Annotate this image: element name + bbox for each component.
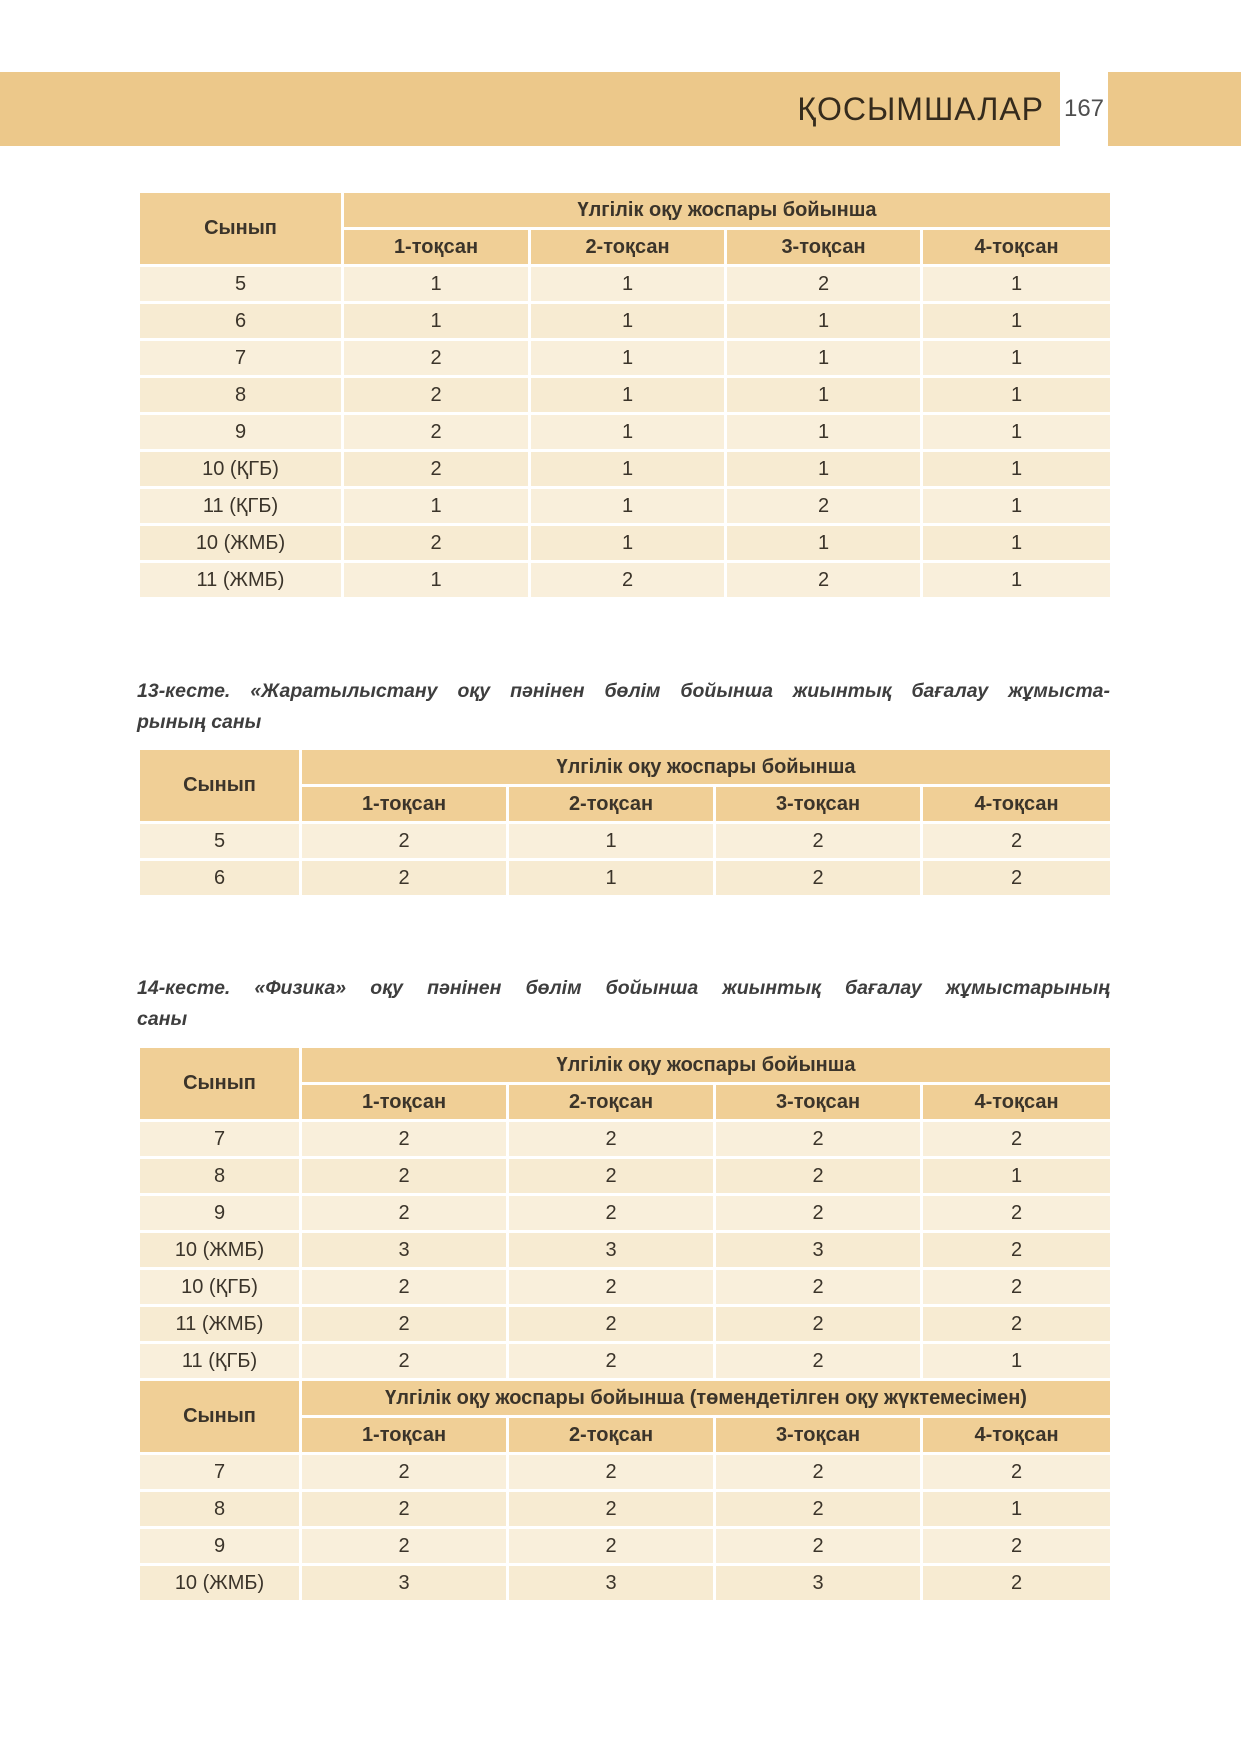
table-cell: 2 — [715, 1121, 922, 1158]
table-cell: 2 — [508, 1528, 715, 1565]
table-cell: 2 — [343, 377, 530, 414]
table-cell: 2 — [343, 525, 530, 562]
table-cell: 1 — [726, 414, 922, 451]
table-cell: 1 — [922, 562, 1112, 599]
table-cell: 2 — [508, 1269, 715, 1306]
table-cell: 2 — [343, 451, 530, 488]
table-cell: 3 — [715, 1232, 922, 1269]
table-cell: 2 — [715, 860, 922, 897]
table-cell: 2 — [715, 1454, 922, 1491]
table-row — [139, 823, 1112, 860]
row-label: 10 (ЖМБ) — [139, 525, 343, 562]
table-row — [139, 1121, 1112, 1158]
table-cell: 1 — [922, 451, 1112, 488]
table-cell: 2 — [715, 823, 922, 860]
plan-group-header: Үлгілік оқу жоспары бойынша — [301, 1047, 1112, 1084]
quarter-column-header: 1-тоқсан — [301, 1084, 508, 1121]
class-column-header: Сынып — [139, 749, 301, 823]
table-cell: 3 — [508, 1565, 715, 1602]
table-cell: 1 — [530, 451, 726, 488]
row-label: 8 — [139, 1491, 301, 1528]
row-label: 11 (ҚГБ) — [139, 1343, 301, 1380]
page-number-box — [1060, 72, 1108, 146]
row-label: 7 — [139, 1121, 301, 1158]
table-cell: 1 — [922, 414, 1112, 451]
table-cell: 2 — [301, 823, 508, 860]
table-cell: 1 — [922, 340, 1112, 377]
caption-line-2: саны — [137, 1008, 188, 1030]
table-cell: 1 — [726, 303, 922, 340]
table-row — [139, 1269, 1112, 1306]
row-label: 10 (ЖМБ) — [139, 1232, 301, 1269]
table-cell: 3 — [508, 1232, 715, 1269]
table-cell: 3 — [301, 1565, 508, 1602]
table-cell: 2 — [508, 1195, 715, 1232]
row-label: 11 (ҚГБ) — [139, 488, 343, 525]
table-row — [139, 451, 1112, 488]
table-13-caption — [137, 676, 1110, 738]
table-cell: 1 — [508, 860, 715, 897]
header-band-right — [1108, 72, 1241, 146]
table-cell: 1 — [726, 525, 922, 562]
table-cell: 2 — [530, 562, 726, 599]
chapter-title: ҚОСЫМШАЛАР — [797, 90, 1044, 127]
table-cell: 2 — [922, 1269, 1112, 1306]
plan-group-header: Үлгілік оқу жоспары бойынша (төмендетілген оқу жүктемесімен) — [301, 1380, 1112, 1417]
table-row — [139, 303, 1112, 340]
table-header-row — [139, 1047, 1112, 1084]
row-label: 5 — [139, 266, 343, 303]
assessment-table-14 — [137, 1045, 1113, 1603]
table-row — [139, 266, 1112, 303]
table-row — [139, 860, 1112, 897]
row-label: 5 — [139, 823, 301, 860]
table-cell: 2 — [301, 1195, 508, 1232]
table-row — [139, 1343, 1112, 1380]
table-cell: 2 — [508, 1343, 715, 1380]
table-row — [139, 562, 1112, 599]
table-cell: 2 — [715, 1343, 922, 1380]
table-row — [139, 1528, 1112, 1565]
table-cell: 1 — [922, 266, 1112, 303]
table-cell: 1 — [343, 562, 530, 599]
class-column-header: Сынып — [139, 1380, 301, 1454]
class-column-header: Сынып — [139, 192, 343, 266]
table-cell: 1 — [922, 303, 1112, 340]
table-row — [139, 1232, 1112, 1269]
caption-line-1: 13-кесте. «Жаратылыстану оқу пәнінен бөлім бойынша жиынтық бағалау жұмыста- — [137, 680, 1110, 702]
quarter-column-header: 4-тоқсан — [922, 229, 1112, 266]
plan-group-header: Үлгілік оқу жоспары бойынша — [301, 749, 1112, 786]
assessment-table-13 — [137, 747, 1113, 898]
table-cell: 2 — [715, 1269, 922, 1306]
row-label: 8 — [139, 377, 343, 414]
table-cell: 2 — [343, 414, 530, 451]
quarter-column-header: 3-тоқсан — [715, 1417, 922, 1454]
row-label: 6 — [139, 303, 343, 340]
row-label: 8 — [139, 1158, 301, 1195]
table-header-row — [139, 749, 1112, 786]
table-cell: 2 — [922, 1306, 1112, 1343]
table-cell: 1 — [530, 303, 726, 340]
table-row — [139, 377, 1112, 414]
table-cell: 1 — [343, 488, 530, 525]
caption-line-1: 14-кесте. «Физика» оқу пәнінен бөлім бойынша жиынтық бағалау жұмыстарының — [137, 977, 1110, 999]
table-cell: 2 — [301, 1491, 508, 1528]
table-row — [139, 1306, 1112, 1343]
table-cell: 1 — [726, 377, 922, 414]
table-row — [139, 1565, 1112, 1602]
table-cell: 1 — [922, 1158, 1112, 1195]
table-cell: 2 — [726, 488, 922, 525]
table-cell: 2 — [508, 1306, 715, 1343]
quarter-column-header: 2-тоқсан — [508, 1417, 715, 1454]
table-cell: 2 — [301, 1158, 508, 1195]
table-cell: 1 — [530, 414, 726, 451]
quarter-column-header: 3-тоқсан — [726, 229, 922, 266]
table-cell: 3 — [301, 1232, 508, 1269]
table-cell: 2 — [922, 1565, 1112, 1602]
table-cell: 2 — [726, 562, 922, 599]
row-label: 11 (ЖМБ) — [139, 562, 343, 599]
row-label: 9 — [139, 1528, 301, 1565]
quarter-column-header: 3-тоқсан — [715, 786, 922, 823]
table-cell: 2 — [715, 1158, 922, 1195]
table-14-caption — [137, 973, 1110, 1035]
table-cell: 1 — [343, 303, 530, 340]
quarter-column-header: 1-тоқсан — [301, 786, 508, 823]
table-cell: 2 — [726, 266, 922, 303]
table-cell: 1 — [530, 377, 726, 414]
table-cell: 1 — [922, 377, 1112, 414]
table-cell: 2 — [922, 1528, 1112, 1565]
table-cell: 2 — [922, 1121, 1112, 1158]
table-row — [139, 488, 1112, 525]
table-cell: 2 — [508, 1454, 715, 1491]
page-header-band — [0, 72, 1241, 146]
table-cell: 2 — [343, 340, 530, 377]
plan-group-header: Үлгілік оқу жоспары бойынша — [343, 192, 1112, 229]
assessment-table-top — [137, 190, 1113, 600]
table-row — [139, 1195, 1112, 1232]
page-number: 167 — [1063, 95, 1105, 122]
table-header-row — [139, 1380, 1112, 1417]
row-label: 7 — [139, 340, 343, 377]
table-row — [139, 1158, 1112, 1195]
table-cell: 1 — [922, 525, 1112, 562]
table-cell: 1 — [530, 340, 726, 377]
class-column-header: Сынып — [139, 1047, 301, 1121]
quarter-column-header: 1-тоқсан — [343, 229, 530, 266]
quarter-column-header: 1-тоқсан — [301, 1417, 508, 1454]
table-header-row — [139, 192, 1112, 229]
row-label: 9 — [139, 414, 343, 451]
quarter-column-header: 3-тоқсан — [715, 1084, 922, 1121]
row-label: 10 (ҚГБ) — [139, 451, 343, 488]
row-label: 11 (ЖМБ) — [139, 1306, 301, 1343]
header-band-left — [0, 72, 1060, 146]
table-cell: 2 — [301, 1269, 508, 1306]
table-cell: 2 — [715, 1528, 922, 1565]
table-row — [139, 414, 1112, 451]
table-row — [139, 340, 1112, 377]
table-row — [139, 1491, 1112, 1528]
table-cell: 2 — [301, 1528, 508, 1565]
row-label: 6 — [139, 860, 301, 897]
table-cell: 2 — [508, 1121, 715, 1158]
table-cell: 2 — [715, 1491, 922, 1528]
table-cell: 1 — [530, 525, 726, 562]
table-cell: 2 — [922, 1454, 1112, 1491]
quarter-column-header: 4-тоқсан — [922, 786, 1112, 823]
row-label: 10 (ЖМБ) — [139, 1565, 301, 1602]
table-cell: 2 — [715, 1306, 922, 1343]
table-cell: 2 — [922, 823, 1112, 860]
table-cell: 1 — [508, 823, 715, 860]
table-cell: 1 — [726, 451, 922, 488]
table-cell: 2 — [922, 1195, 1112, 1232]
table-cell: 1 — [726, 340, 922, 377]
table-cell: 2 — [508, 1491, 715, 1528]
quarter-column-header: 4-тоқсан — [922, 1084, 1112, 1121]
table-cell: 2 — [922, 860, 1112, 897]
row-label: 7 — [139, 1454, 301, 1491]
table-cell: 3 — [715, 1565, 922, 1602]
table-cell: 1 — [530, 488, 726, 525]
table-cell: 1 — [530, 266, 726, 303]
table-cell: 2 — [508, 1158, 715, 1195]
quarter-column-header: 2-тоқсан — [508, 786, 715, 823]
table-cell: 1 — [343, 266, 530, 303]
quarter-column-header: 2-тоқсан — [508, 1084, 715, 1121]
table-cell: 2 — [301, 1343, 508, 1380]
table-cell: 2 — [301, 860, 508, 897]
table-cell: 2 — [301, 1454, 508, 1491]
row-label: 9 — [139, 1195, 301, 1232]
table-cell: 2 — [922, 1232, 1112, 1269]
table-cell: 1 — [922, 1343, 1112, 1380]
table-cell: 2 — [301, 1306, 508, 1343]
quarter-column-header: 4-тоқсан — [922, 1417, 1112, 1454]
table-cell: 1 — [922, 488, 1112, 525]
quarter-column-header: 2-тоқсан — [530, 229, 726, 266]
table-row — [139, 525, 1112, 562]
table-row — [139, 1454, 1112, 1491]
caption-line-2: рының саны — [137, 711, 262, 733]
table-cell: 2 — [715, 1195, 922, 1232]
table-cell: 2 — [301, 1121, 508, 1158]
table-cell: 1 — [922, 1491, 1112, 1528]
row-label: 10 (ҚГБ) — [139, 1269, 301, 1306]
